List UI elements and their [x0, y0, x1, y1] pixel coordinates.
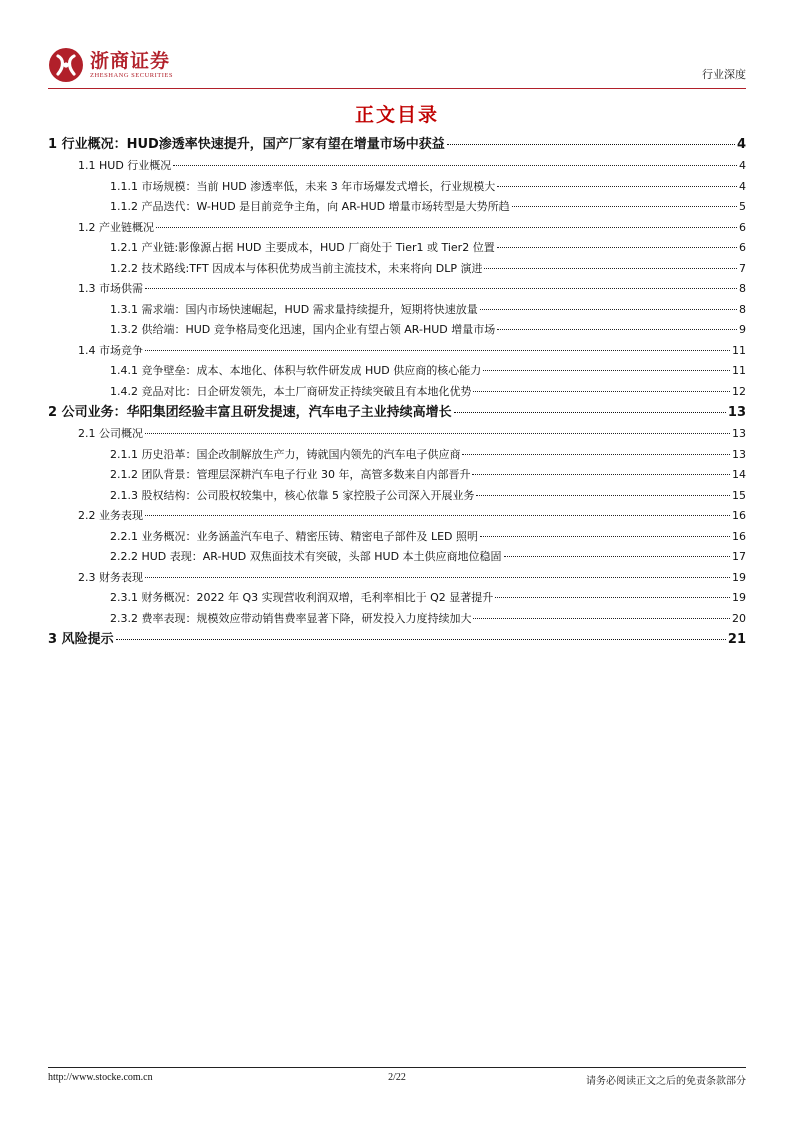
page-number: 2/22 [388, 1072, 406, 1083]
toc-entry-label: 2.2.2 HUD 表现：AR-HUD 双焦面技术有突破，头部 HUD 本土供应商地位稳固 [110, 550, 502, 563]
toc-entry-page: 4 [739, 179, 746, 193]
toc-dot-leader [156, 227, 737, 228]
toc-dot-leader [472, 474, 730, 475]
toc-entry-page: 6 [739, 220, 746, 234]
header-divider [48, 88, 746, 89]
toc-title: 正文目录 [354, 104, 439, 126]
report-type-tag: 行业深度 [702, 68, 746, 81]
toc-entry-page: 4 [739, 159, 746, 172]
toc-dot-leader [480, 536, 730, 537]
toc-entry-level2[interactable] [48, 341, 746, 362]
toc-entry-label: 1.2.2 技术路线:TFT 因成本与体积优势成当前主流技术，未来将向 DLP 演进 [110, 261, 483, 275]
table-of-contents [48, 134, 746, 651]
toc-entry-level3[interactable] [48, 527, 746, 548]
toc-entry-page: 16 [732, 529, 746, 543]
toc-dot-leader [145, 433, 730, 434]
toc-entry-level1[interactable] [48, 134, 746, 156]
toc-entry-level3[interactable] [48, 588, 746, 609]
toc-entry-label: 1.1 HUD 行业概况 [78, 159, 172, 172]
toc-entry-level2[interactable] [48, 568, 746, 589]
toc-entry-label: 1.2.1 产业链:影像源占据 HUD 主要成本，HUD 厂商处于 Tier1 或 Tier2 位置 [110, 241, 495, 254]
toc-dot-leader [495, 597, 730, 598]
toc-entry-level2[interactable] [48, 506, 746, 527]
toc-dot-leader [145, 288, 737, 289]
toc-entry-page: 8 [739, 282, 746, 295]
toc-entry-page: 7 [739, 261, 746, 275]
toc-entry-label: 2.1.1 历史沿革：国企改制解放生产力，铸就国内领先的汽车电子供应商 [110, 447, 461, 461]
toc-entry-level3[interactable] [48, 300, 746, 321]
toc-dot-leader [473, 618, 730, 619]
toc-entry-page: 6 [739, 241, 746, 254]
disclaimer-note: 请务必阅读正文之后的免责条款部分 [586, 1076, 746, 1087]
toc-dot-leader [480, 309, 737, 310]
toc-entry-level2[interactable] [48, 218, 746, 239]
toc-entry-level2[interactable] [48, 156, 746, 177]
toc-entry-level3[interactable] [48, 445, 746, 466]
toc-entry-label: 1 行业概况：HUD渗透率快速提升，国产厂家有望在增量市场中获益 [48, 137, 445, 152]
toc-dot-leader [512, 206, 737, 207]
page-footer [48, 1072, 746, 1086]
toc-dot-leader [483, 370, 730, 371]
toc-dot-leader [145, 515, 730, 516]
toc-entry-label: 1.4.1 竞争壁垒：成本、本地化、体积与软件研发成 HUD 供应商的核心能力 [110, 364, 482, 377]
toc-entry-level3[interactable] [48, 486, 746, 507]
toc-entry-label: 1.4 市场竞争 [78, 343, 143, 357]
toc-entry-label: 2.2.1 业务概况：业务涵盖汽车电子、精密压铸、精密电子部件及 LED 照明 [110, 529, 479, 543]
toc-entry-label: 2 公司业务：华阳集团经验丰富且研发提速，汽车电子主业持续高增长 [48, 405, 452, 420]
toc-dot-leader [116, 639, 726, 640]
page-header [48, 44, 746, 92]
toc-entry-page: 21 [727, 632, 746, 647]
toc-dot-leader [497, 247, 737, 248]
toc-entry-label: 1.1.2 产品迭代：W-HUD 是目前竞争主角，向 AR-HUD 增量市场转型是大势所趋 [110, 200, 510, 213]
toc-entry-level2[interactable] [48, 279, 746, 300]
toc-entry-label: 1.3.2 供给端：HUD 竞争格局变化迅速，国内企业有望占领 AR-HUD 增量市场 [110, 323, 496, 336]
toc-dot-leader [462, 454, 730, 455]
toc-entry-label: 3 风险提示 [48, 632, 114, 647]
toc-entry-page: 11 [732, 343, 746, 357]
toc-entry-page: 8 [739, 302, 746, 316]
toc-entry-page: 17 [732, 550, 746, 563]
toc-entry-page: 9 [739, 323, 746, 336]
toc-entry-label: 1.1.1 市场规模：当前 HUD 渗透率低，未来 3 年市场爆发式增长，行业规模大 [110, 179, 496, 193]
toc-entry-label: 2.3.2 费率表现：规模效应带动销售费率显著下降，研发投入力度持续加大 [110, 611, 472, 625]
toc-entry-label: 2.1.2 团队背景：管理层深耕汽车电子行业 30 年，高管多数来自内部晋升 [110, 468, 471, 481]
toc-entry-level3[interactable] [48, 547, 746, 568]
toc-entry-level3[interactable] [48, 197, 746, 218]
toc-entry-label: 1.4.2 竞品对比：日企研发领先，本土厂商研发正持续突破且有本地化优势 [110, 384, 472, 398]
footer-website-link[interactable]: http://www.stocke.com.cn [48, 1072, 153, 1083]
toc-entry-page: 19 [732, 591, 746, 604]
logo-name-en: ZHESHANG SECURITIES [90, 72, 173, 79]
toc-entry-page: 14 [732, 468, 746, 481]
toc-entry-level3[interactable] [48, 382, 746, 403]
toc-entry-level3[interactable] [48, 465, 746, 486]
toc-dot-leader [173, 165, 737, 166]
toc-entry-page: 13 [727, 405, 746, 420]
toc-entry-page: 13 [732, 447, 746, 461]
toc-entry-label: 1.3 市场供需 [78, 282, 143, 295]
toc-entry-level2[interactable] [48, 424, 746, 445]
toc-entry-page: 4 [736, 137, 746, 152]
toc-dot-leader [504, 556, 730, 557]
toc-entry-page: 12 [732, 384, 746, 398]
toc-entry-label: 2.2 业务表现 [78, 509, 143, 522]
toc-entry-level3[interactable] [48, 238, 746, 259]
toc-entry-page: 15 [732, 488, 746, 502]
toc-entry-page: 11 [732, 364, 746, 377]
toc-entry-level3[interactable] [48, 361, 746, 382]
toc-entry-label: 2.3.1 财务概况：2022 年 Q3 实现营收利润双增，毛利率相比于 Q2 显著提升 [110, 591, 494, 604]
toc-dot-leader [473, 391, 730, 392]
toc-entry-page: 16 [732, 509, 746, 522]
toc-entry-label: 1.3.1 需求端：国内市场快速崛起，HUD 需求量持续提升，短期将快速放量 [110, 302, 478, 316]
toc-entry-level3[interactable] [48, 259, 746, 280]
toc-dot-leader [497, 186, 737, 187]
toc-dot-leader [454, 412, 726, 413]
toc-dot-leader [447, 144, 735, 145]
toc-entry-label: 2.1.3 股权结构：公司股权较集中，核心依靠 5 家控股子公司深入开展业务 [110, 488, 475, 502]
toc-dot-leader [476, 495, 730, 496]
toc-entry-level3[interactable] [48, 609, 746, 630]
toc-entry-level1[interactable] [48, 629, 746, 651]
toc-dot-leader [145, 350, 730, 351]
toc-dot-leader [145, 577, 730, 578]
toc-entry-level3[interactable] [48, 177, 746, 198]
footer-divider [48, 1067, 746, 1068]
toc-dot-leader [484, 268, 737, 269]
toc-entry-label: 2.1 公司概况 [78, 427, 143, 440]
logo-name-cn: 浙商证券 [90, 50, 171, 72]
toc-entry-page: 13 [732, 427, 746, 440]
toc-entry-label: 1.2 产业链概况 [78, 220, 154, 234]
toc-entry-level1[interactable] [48, 402, 746, 424]
toc-entry-page: 5 [739, 200, 746, 213]
toc-entry-page: 19 [732, 570, 746, 584]
zheshang-logo-icon [48, 47, 84, 83]
toc-entry-level3[interactable] [48, 320, 746, 341]
toc-entry-label: 2.3 财务表现 [78, 570, 143, 584]
toc-dot-leader [497, 329, 737, 330]
company-logo [48, 47, 173, 83]
toc-entry-page: 20 [732, 611, 746, 625]
